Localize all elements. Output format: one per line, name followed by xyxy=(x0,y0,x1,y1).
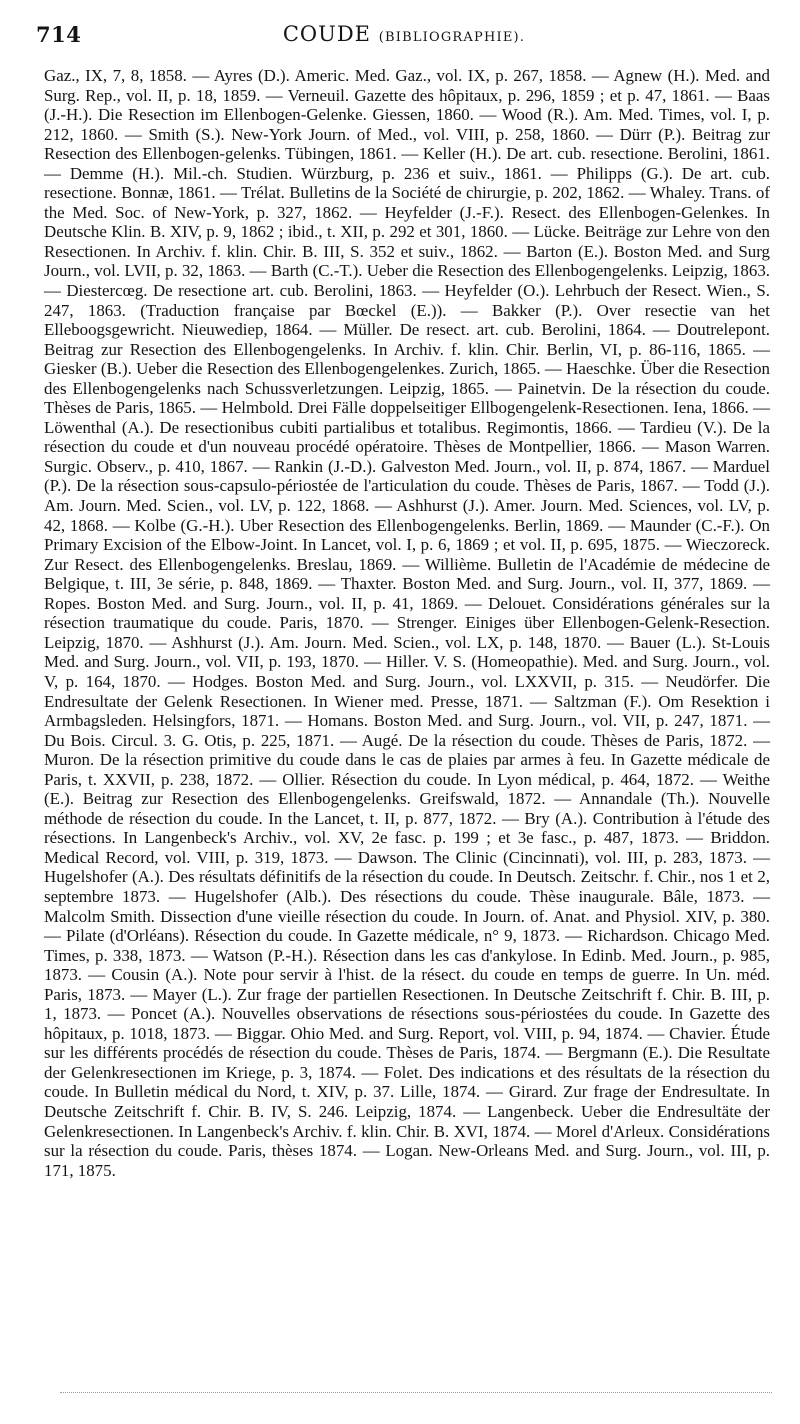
running-title-sub: (BIBLIOGRAPHIE). xyxy=(378,30,526,45)
footer-rule xyxy=(60,1392,772,1393)
page-header xyxy=(34,20,774,50)
page-number: 714 xyxy=(36,22,82,47)
running-title-main: COUDE xyxy=(282,22,372,46)
running-title xyxy=(34,22,774,46)
bibliography-paragraph: Gaz., IX, 7, 8, 1858. — Ayres (D.). Americ. Med. Gaz., vol. IX, p. 267, 1858. — Agnew (H.). Med. and Surg. Rep., vol. II, p. 18, 1859. — Verneuil. Gazette des hôpitaux, p. 296, 1859 ; et p. 47, 1861. — Baas (J.-H.). Die Resection im Ellenbogen-Gelenke. Giessen, 1860. — Wood (R.). Am. Med. Times, vol. I, p. 212, 1860. — Smith (S.). New-York Journ. of Med., vol. VIII, p. 258, 1860. — Dürr (P.). Beitrag zur Resection des Ellenbogen-gelenks. Tübingen, 1861. — Keller (H.). De art. cub. resectione. Berolini, 1861. — Demme (H.). Mil.-ch. Studien. Würzburg, p. 236 et suiv., 1861. — Philipps (G.). De art. cub. resectione. Bonnæ, 1861. — Trélat. Bulletins de la Société de chirurgie, p. 202, 1862. — Whaley. Trans. of the Med. Soc. of New-York, p. 327, 1862. — Heyfelder (J.-F.). Resect. des Ellenbogen-Gelenkes. In Deutsche Klin. B. XIV, p. 9, 1862 ; ibid., t. XII, p. 292 et 301, 1860. — Lücke. Beiträge zur Lehre von den Resectionen. In Archiv. f. klin. Chir. B. III, S. 352 et suiv., 1862. — Barton (E.). Boston Med. and Surg Journ., vol. LVII, p. 32, 1863. — Barth (C.-T.). Ueber die Resection des Ellenbogengelenks. Leipzig, 1863. — Diestercœg. De resectione art. cub. Berolini, 1863. — Heyfelder (O.). Lehrbuch der Resect. Wien., S. 247, 1863. (Traduction française par Bœckel (E.)). — Bakker (P.). Over resectie van het Elleboogsgewricht. Nieuwediep, 1864. — Müller. De resect. art. cub. Berolini, 1864. — Doutrelepont. Beitrag zur Resection des Ellenbogengelenks. In Archiv. f. klin. Chir. Berlin, VI, p. 86-116, 1865. — Giesker (B.). Ueber die Resection des Ellenbogengelenkes. Zurich, 1865. — Haeschke. Über die Resection des Ellenbogengelenks nach Schussverletzungen. Leipzig, 1865. — Painetvin. De la résection du coude. Thèses de Paris, 1865. — Helmbold. Drei Fälle doppelseitiger Ellbogengelenk-Resectionen. Iena, 1866. — Löwenthal (A.). De resectionibus cubiti partialibus et totalibus. Regimontis, 1866. — Tardieu (V.). De la résection du coude et d'un nouveau procédé opératoire. Thèses de Montpellier, 1866. — Mason Warren. Surgic. Observ., p. 410, 1867. — Rankin (J.-D.). Galveston Med. Journ., vol. II, p. 874, 1867. — Marduel (P.). De la résection sous-capsulo-périostée de l'articulation du coude. Thèses de Paris, 1867. — Todd (J.). Am. Journ. Med. Scien., vol. LV, p. 122, 1868. — Ashhurst (J.). Amer. Journ. Med. Sciences, vol. LV, p. 42, 1868. — Kolbe (G.-H.). Uber Resection des Ellenbogengelenks. Berlin, 1869. — Maunder (C.-F.). On Primary Excision of the Elbow-Joint. In Lancet, vol. I, p. 6, 1869 ; et vol. II, p. 695, 1875. — Wieczoreck. Zur Resect. des Ellenbogengelenks. Breslau, 1869. — Willième. Bulletin de l'Académie de médecine de Belgique, t. III, 3e série, p. 848, 1869. — Thaxter. Boston Med. and Surg. Journ., vol. II, 377, 1869. — Ropes. Boston Med. and Surg. Journ., vol. II, p. 41, 1869. — Delouet. Considérations générales sur la résection traumatique du coude. Paris, 1870. — Strenger. Einiges über Ellenbogen-Gelenk-Resection. Leipzig, 1870. — Ashhurst (J.). Am. Journ. Med. Scien., vol. LX, p. 148, 1870. — Bauer (L.). St-Louis Med. and Surg. Journ., vol. VII, p. 193, 1870. — Hiller. V. S. (Homeopathie). Med. and Surg. Journ., vol. V, p. 164, 1870. — Hodges. Boston Med. and Surg. Journ., vol. LXXVII, p. 315. — Neudörfer. Die Endresultate der Gelenk Resectionen. In Wiener med. Presse, 1871. — Saltzman (F.). Om Resektion i Armbagsleden. Helsingfors, 1871. — Homans. Boston Med. and Surg. Journ., vol. VII, p. 247, 1871. — Du Bois. Circul. 3. G. Otis, p. 225, 1871. — Augé. De la résection du coude. Thèses de Paris, 1872. — Muron. De la résection primitive du coude dans le cas de plaies par armes à feu. In Gazette médicale de Paris, t. XXVII, p. 238, 1872. — Ollier. Résection du coude. In Lyon médical, p. 464, 1872. — Weithe (E.). Beitrag zur Resection des Ellenbogengelenks. Greifswald, 1872. — Annandale (Th.). Nouvelle méthode de résection du coude. In the Lancet, t. II, p. 877, 1872. — Bry (A.). Contribution à l'étude des résections. In Langenbeck's Archiv., vol. XV, 2e fasc. p. 199 ; et 3e fasc., p. 487, 1873. — Briddon. Medical Record, vol. VIII, p. 319, 1873. — Dawson. The Clinic (Cincinnati), vol. III, p. 283, 1873. — Hugelshofer (A.). Des résultats définitifs de la résection du coude. In Deutsch. Zeitschr. f. Chir., nos 1 et 2, septembre 1873. — Hugelshofer (Alb.). Des résections du coude. Thèse inaugurale. Bâle, 1873. — Malcolm Smith. Dissection d'une vieille résection du coude. In Journ. of. Anat. and Physiol. XIV, p. 380. — Pilate (d'Orléans). Résection du coude. In Gazette médicale, n° 9, 1873. — Richardson. Chicago Med. Times, p. 338, 1873. — Watson (P.-H.). Résection dans les cas d'ankylose. In Edinb. Med. Journ., p. 985, 1873. — Cousin (A.). Note pour servir à l'hist. de la résect. du coude en temps de guerre. In Un. méd. Paris, 1873. — Mayer (L.). Zur frage der partiellen Resectionen. In Deutsche Zeitschrift f. Chir. B. III, p. 1, 1873. — Poncet (A.). Nouvelles observations de résections sous-périostées du coude. In Gazette des hôpitaux, p. 1018, 1873. — Biggar. Ohio Med. and Surg. Report, vol. VIII, p. 94, 1874. — Chavier. Étude sur les différents procédés de résection du coude. Thèses de Paris, 1874. — Bergmann (E.). Die Resultate der Gelenkresectionen im Kriege, p. 3, 1874. — Folet. Des indications et des résultats de la résection du coude. In Bulletin médical du Nord, t. XIV, p. 37. Lille, 1874. — Girard. Zur frage der Endresultate. In Deutsche Zeitschrift f. Chir. B. IV, S. 246. Leipzig, 1874. — Langenbeck. Ueber die Endresultäte der Gelenkresectionen. In Langenbeck's Archiv. f. klin. Chir. B. XVI, 1874. — Morel d'Arleux. Considérations sur la résection du coude. Paris, thèses 1874. — Logan. New-Orleans Med. and Surg. Journ., vol. III, p. 171, 1875. xyxy=(44,66,770,1180)
bibliography-text xyxy=(44,66,770,1180)
